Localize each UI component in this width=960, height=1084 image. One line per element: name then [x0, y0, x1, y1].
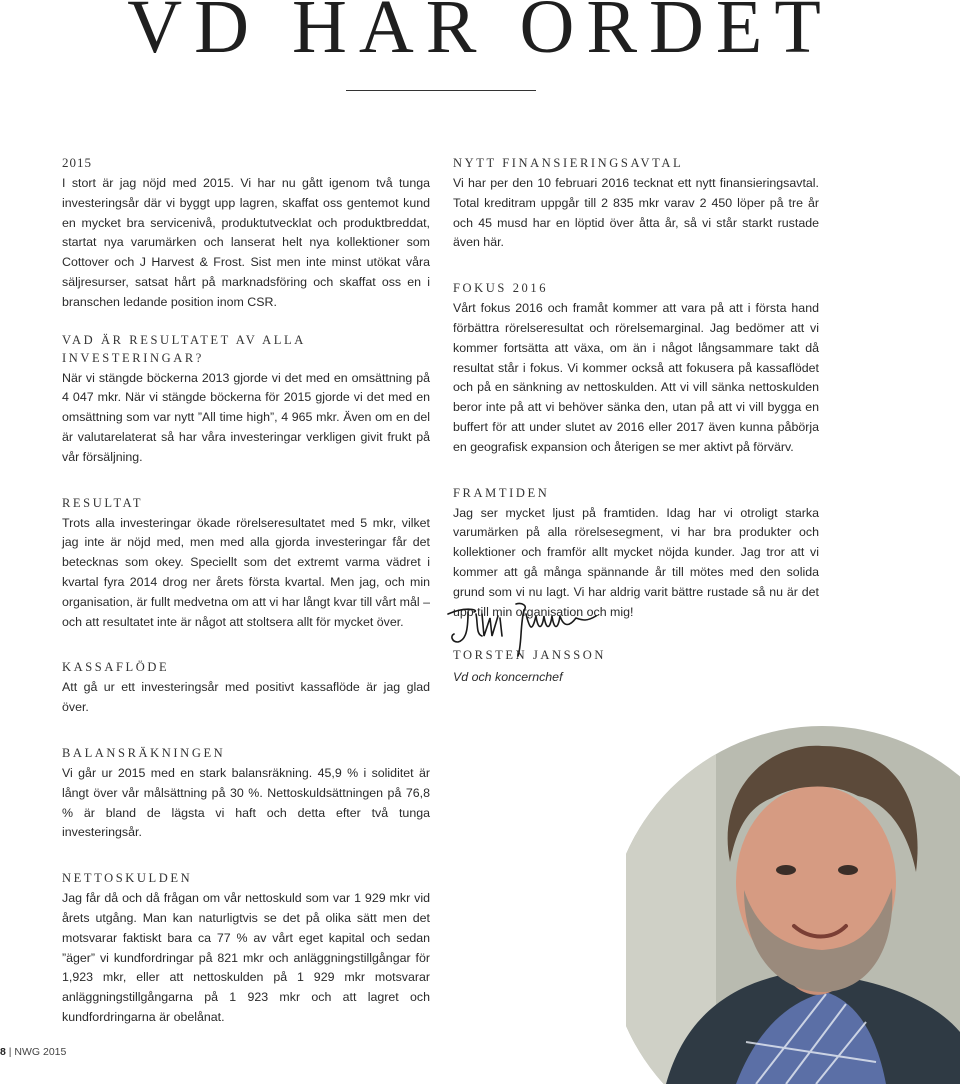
- section-text: I stort är jag nöjd med 2015. Vi har nu gått igenom två tunga investeringsår där vi byggt upp lagren, skaffat oss gentemot kund en mycket bra servicenivå, produktutvecklat och produktbreddat, startat nya varumärken och lanserat helt nya kollektioner som Cottover och J Harvest & Frost. Sist men inte minst utökat våra säljresurser, satsat hårt på marknadsföring och skaffat oss en i branschen ledande position inom CSR.: [62, 176, 430, 309]
- section-text: Vårt fokus 2016 och framåt kommer att vara på att i första hand förbättra rörelseresultat och rörelsemarginal. Jag bedömer att vi kommer fortsätta att växa, om än i något långsammare takt då resultat står i fokus. Vi kommer också att fokusera på kassaflödet och på en sänkning av nettoskulden. Att vi vill sänka nettoskulden beror inte på att vi behöver sänka den, utan på att vi vill bygga en buffert för att under slutet av 2016 eller 2017 även kunna påbörja en geografisk expansion och återigen se mer aktivt på förvärv.: [453, 301, 819, 454]
- section-kassaflode: [62, 658, 430, 718]
- section-text: Jag ser mycket ljust på framtiden. Idag har vi otroligt starka varumärken på alla rörelsesegment, vi har bra produkter och kollektioner och framför allt mycket nöjda kunder. Jag tror att vi kommer att gå många spännande år till mötes med den solida grund som vi nu lagt. Vi har aldrig varit bättre rustade så nu är det upp till min organisation och mig!: [453, 505, 819, 619]
- section-heading: 2015: [62, 155, 92, 170]
- section-nettoskuld: [62, 869, 430, 1028]
- section-heading: KASSAFLÖDE: [62, 660, 170, 675]
- signatory-name: TORSTEN JANSSON: [453, 648, 607, 662]
- section-investeringar: [62, 331, 430, 468]
- signatory-role: Vd och koncernchef: [453, 670, 563, 684]
- page-title: VD HAR ORDET: [127, 0, 833, 69]
- footer-label: NWG 2015: [14, 1046, 67, 1058]
- ceo-portrait-photo: [626, 712, 960, 1084]
- section-heading: NYTT FINANSIERINGSAVTAL: [453, 156, 684, 170]
- section-balans: [62, 744, 430, 843]
- left-column: [62, 154, 430, 1028]
- section-text: Trots alla investeringar ökade rörelseresultatet med 5 mkr, vilket jag inte är nöjd med, men med alla gjorda investeringar får det betecknas som okey. Speciellt som det extremt varma vädret i kvartal fyra 2014 drog ner årets första kvartal. Men jag, och min organisation, är fullt medvetna om att vi har långt kvar till vårt mål – och att resultatet inte är något att stoltsera allt för mycket över.: [62, 515, 430, 629]
- section-finansieringsavtal: [453, 154, 819, 253]
- section-resultat: [62, 494, 430, 633]
- page-number: 8: [0, 1046, 6, 1058]
- section-text: När vi stängde böckerna 2013 gjorde vi det med en omsättning på 4 047 mkr. När vi stängde böckerna för 2015 gjorde vi det med en omsättning som var nytt ”All time high”, 4 965 mkr. Även om en del är valutarelaterat så har våra investeringar verkligen givit frukt på vår försäljning.: [62, 370, 430, 464]
- section-heading: FOKUS 2016: [453, 281, 549, 296]
- page-footer: [0, 1046, 66, 1058]
- section-text: Vi går ur 2015 med en stark balansräkning. 45,9 % i soliditet är långt över vår målsättning på 30 %. Nettoskuldsättningen på 76,8 % är bland de lägsta vi haft och detta efter två tunga investeringsår.: [62, 765, 430, 840]
- right-column: [453, 154, 819, 622]
- section-text: Att gå ur ett investeringsår med positivt kassaflöde är jag glad över.: [62, 680, 430, 715]
- section-heading: NETTOSKULDEN: [62, 871, 193, 886]
- section-heading: VAD ÄR RESULTATET AV ALLA INVESTERINGAR?: [62, 332, 306, 365]
- section-heading: FRAMTIDEN: [453, 485, 550, 500]
- section-text: Jag får då och då frågan om vår nettoskuld som var 1 929 mkr vid årets utgång. Man kan naturligtvis se det på olika sätt men det motsvarar faktiskt bara ca 77 % av vårt eget kapital och sedan ”äger” vi kundfordringar på 821 mkr och anläggningstillgångar för 1,923 mkr, eller att nettoskulden på 1 929 mkr motsvarar anläggningstillgångarna på 1 923 mkr och att lagret och kundfordringarna är obelånat.: [62, 891, 430, 1024]
- section-heading: RESULTAT: [62, 495, 144, 510]
- section-2015: [62, 154, 430, 313]
- footer-separator: |: [5, 1046, 15, 1058]
- section-text: Vi har per den 10 februari 2016 tecknat ett nytt finansieringsavtal. Total kreditram uppgår till 2 835 mkr varav 2 450 löper på tre år och 45 musd har en löptid över åtta år, så vi står starkt rustade även här.: [453, 176, 819, 250]
- title-divider: [346, 90, 536, 91]
- section-heading: BALANSRÄKNINGEN: [62, 745, 226, 760]
- section-fokus-2016: [453, 279, 819, 457]
